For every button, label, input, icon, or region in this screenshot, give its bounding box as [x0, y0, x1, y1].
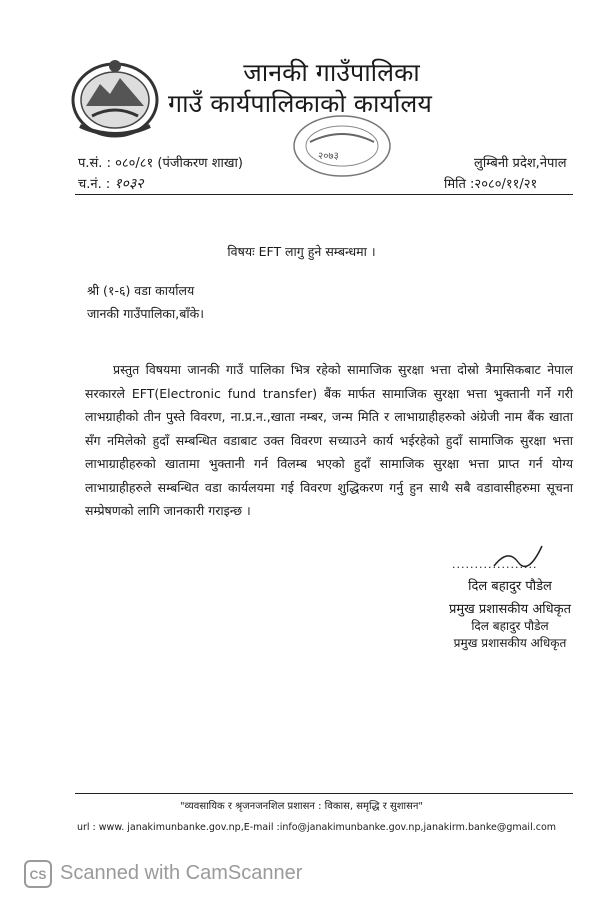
footer-slogan: "व्यवसायिक र श्रृजनजनशिल प्रशासन : विकास, समृद्धि र सुशासन" — [179, 801, 424, 812]
reference-number: प.सं. : ०८०/८१ (पंजीकरण शाखा) — [78, 156, 243, 171]
stamp-signatory-title: प्रमुख प्रशासकीय अधिकृत — [453, 636, 567, 650]
letter-date: मिति :२०८०/११/२१ — [444, 177, 538, 192]
org-name: जानकी गाउँपालिका — [243, 58, 420, 87]
office-stamp-icon — [290, 112, 394, 180]
signature-dots: ................... — [452, 558, 538, 571]
stamp-signatory-name: दिल बहादुर पौडेल — [471, 619, 549, 633]
stamp-year: २०७३ — [318, 151, 339, 162]
camscanner-logo-icon — [24, 860, 52, 888]
signatory-name: दिल बहादुर पौडेल — [468, 579, 552, 594]
letter-body: प्रस्तुत विषयमा जानकी गाउँ पालिका भित्र रहेको सामाजिक सुरक्षा भत्ता दोस्रो त्रैमासिकबाट नेपाल सरकारले EFT(Electronic fund transfer) बैंक मार्फत सामाजिक सुरक्षा भत्ता भुक्तानी गर्ने गरी लाभग्राहीको तीन पुस्ते विवरण, ना.प्र.न.,खाता नम्बर, जन्म मिति र लाभाग्राहीहरुको अंग्रेजी नाम बैंक खाता सँग नमिलेको हुदाँ सम्बन्धित वडाबाट उक्त विवरण सच्याउने कार्य भईरहेको हुदाँ सामाजिक सुरक्षा भत्ता लाभाग्राहीहरुको खातामा भुक्तानी गर्न विलम्ब भएको हुदाँ सामाजिक सुरक्षा भत्ता प्राप्त गर्न योग्य लाभाग्राहीहरुले सम्बन्धित वडा कार्यलयमा गई विवरण शुद्धिकरण गर्नु हुन साथै सबै वडावासीहरुमा सूचना सम्प्रेषणको लागि जानकारी गराइन्छ । — [85, 362, 573, 518]
office-name: गाउँ कार्यपालिकाको कार्यालय — [168, 89, 432, 118]
footer-divider — [75, 793, 573, 794]
svg-text:CS: CS — [29, 868, 47, 882]
header-divider — [75, 194, 573, 195]
letter-subject: विषयः EFT लागु हुने सम्बन्धमा । — [227, 244, 376, 259]
province-label: लुम्बिनी प्रदेश,नेपाल — [474, 156, 567, 171]
recipient-line-1: श्री (१-६) वडा कार्यालय — [87, 283, 195, 298]
footer-contact: url : www. janakimunbanke.gov.np,E-mail :info@janakimunbanke.gov.np,janakirm.banke@gmail.com — [76, 822, 557, 833]
signatory-title: प्रमुख प्रशासकीय अधिकृत — [448, 602, 572, 617]
recipient-line-2: जानकी गाउँपालिका,बाँके। — [87, 306, 204, 321]
camscanner-watermark: Scanned with CamScanner — [60, 862, 303, 884]
dispatch-number-value: १०३२ — [114, 176, 144, 192]
dispatch-number-label: च.नं. : १०३२ — [78, 176, 144, 192]
